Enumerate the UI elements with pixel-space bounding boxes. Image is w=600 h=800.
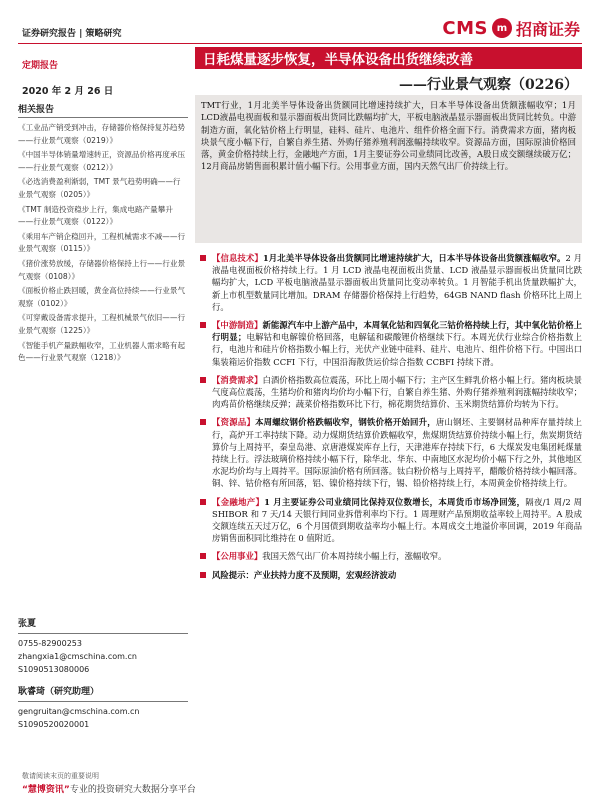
analyst-1-name: 张夏 [18, 618, 188, 634]
bullet-highlight: 本周螺纹钢价格跌幅收窄，钢铁价格开始回升， [255, 417, 436, 428]
bullet-square-icon [200, 553, 206, 559]
footer-brand-name: “慧博资讯” [22, 785, 70, 795]
bullet-item [200, 496, 582, 545]
related-report-item[interactable]: 《面板价格止跌回暖，黄金高位持续——行业景气观察（0102）》 [18, 286, 186, 308]
bullet-highlight: 新能源汽车中上游产品中，本周氧化钴和四氧化三钴价格持续上行，其中氧化钴价格上行明显； [212, 320, 583, 343]
bullet-highlight: 风险提示：产业扶持力度不及预期，宏观经济波动 [212, 569, 397, 580]
bullet-item [200, 252, 582, 313]
bullet-square-icon [200, 322, 206, 328]
bullet-tag: 【消费需求】 [212, 374, 263, 385]
related-heading: 相关报告 [18, 102, 188, 118]
logo-seal-icon: m [492, 18, 512, 38]
footer-brand-text: 专业的投资研究大数据分享平台 [69, 785, 196, 795]
bullet-item [200, 550, 582, 562]
analyst-1-id: S1090513080006 [18, 665, 90, 674]
bullet-tag: 【金融地产】 [212, 496, 265, 507]
bullet-square-icon [200, 572, 206, 578]
bullet-highlight: 1 月主要证券公司业绩同比保持双位数增长，本周货币市场净回笼， [264, 496, 526, 507]
related-report-item[interactable]: 《TMT 制造投资稳步上行，集成电路产量攀升——行业景气观察（0122）》 [18, 204, 173, 227]
analyst-2-name: 耿睿琦（研究助理） [18, 686, 188, 702]
related-report-item[interactable]: 《必选消费盈利渐弱，TMT 景气趋势明确——行业景气观察（0205）》 [18, 177, 181, 199]
header-rule [18, 43, 582, 44]
summary-box: TMT行业，1月北美半导体设备出货额同比增速持续扩大，日本半导体设备出货额涨幅收窄；1月LCD液晶电视面板和显示器面板出货同比跌幅均扩大，平板电脑液晶显示器面板出货同比转负。中游制造方面，氧化钴价格上行明显，硅料、硅片、电池片、组件价格全面下行。消费需求方面，猪肉板块景气度小幅下行，自繁自养生猪、外购仔猪养殖利润涨幅持续收窄。资源品方面，国际原油价格回落，黄金价格持续上行，金融地产方面，1月主要证券公司业绩同比改善，A股日成交额继续破万亿；12月商品房销售面积累计值小幅下行。公用事业方面，国内天然气出厂价持续上行。 [195, 95, 582, 243]
bullet-tag: 【资源品】 [212, 417, 256, 428]
bullet-text: 2 月液晶电视面板价格持续上行。1 月 LCD 液晶电视面板出货量、LCD 液晶显示器面板出货量同比跌幅均扩大，LCD 平板电脑液晶显示器面板出货量同比变动率转负。1 月智能手机出货量跌幅扩大，新上市机型数量同比增加。DRAM 存储器价格保持上行趋势，64GB NAND flash 价格环比上周上行。 [212, 253, 582, 312]
footer-note: 敬请阅读末页的重要说明 [22, 772, 99, 780]
report-kind: 定期报告 [22, 61, 59, 71]
bullet-list [200, 252, 582, 587]
bullet-text: 隔夜/1 周/2 周 SHIBOR 和 7 天/14 天银行间同业拆借利率均下行。1 周理财产品预期收益率较上周持平。A 股成交额连续五天过万亿，6 个月国债到期收益率均小幅上行。本周成交土地溢价率回调，2019 年商品房销售面积同比维持在 0 值附近。 [212, 496, 583, 544]
header-breadcrumb: 证券研究报告 | 策略研究 [22, 29, 122, 39]
report-date: 2020 年 2 月 26 日 [22, 86, 114, 97]
bullet-square-icon [200, 255, 206, 261]
bullet-highlight: 1月北美半导体设备出货额同比增速持续扩大，日本半导体设备出货额涨幅收窄。 [262, 253, 566, 263]
bullet-tag: 【公用事业】 [212, 551, 263, 562]
bullet-text: 电解钴和电解镍价格回落，电解锰和碳酸锂价格继续下行。本周光伏行业综合价格指数上行，电池片和硅片价格指数小幅上行，光伏产业链中硅料、硅片、电池片、组件价格下行。中国出口集装箱运价指数 CCFI 下行，中国沿海散货运价综合指数 CCBFI 持续下滑。 [212, 332, 583, 367]
cms-logo [442, 14, 580, 42]
analyst-1-phone: 0755-82900253 [18, 639, 82, 648]
bullet-square-icon [200, 419, 206, 425]
footer-brand [22, 782, 196, 795]
bullet-item [200, 319, 582, 368]
bullet-tag: 【中游制造】 [212, 320, 263, 331]
bullet-tag: 【信息技术】 [212, 253, 263, 263]
bullet-item [200, 569, 582, 581]
report-title: 日耗煤量逐步恢复，半导体设备出货继续改善 [195, 47, 582, 69]
related-report-item[interactable]: 《猪价涨势放缓，存储器价格保持上行——行业景气观察（0108）》 [18, 258, 186, 281]
related-list [18, 122, 188, 365]
related-report-item[interactable]: 《中国半导体销量增速转正，资源品价格再度承压——行业景气观察（0212）》 [18, 150, 186, 172]
bullet-item [200, 374, 582, 411]
related-report-item[interactable]: 《智能手机产量跌幅收窄，工业机器人需求略有起色——行业景气观察（1218）》 [18, 340, 186, 363]
bullet-text: 白酒价格指数高位震荡，环比上周小幅下行；主产区生鲜乳价格小幅上行。猪肉板块景气度高位震荡，生猪均价和猪肉均价均小幅下行，自繁自养生猪、外购仔猪养殖利润涨幅持续收窄；肉鸡苗价格继续反弹；蔬菜价格指数环比下行，棉花期货结算价、玉米期货结算价均转为下行。 [212, 374, 583, 410]
analyst-1-email[interactable]: zhangxia1@cmschina.com.cn [18, 652, 137, 661]
related-report-item[interactable]: 《可穿戴设备需求提升，工程机械景气依旧——行业景气观察（1225）》 [18, 313, 186, 335]
analyst-2-email[interactable]: gengruitan@cmschina.com.cn [18, 707, 140, 716]
bullet-square-icon [200, 499, 206, 505]
bullet-square-icon [200, 377, 206, 383]
bullet-item [200, 416, 582, 489]
analyst-block [18, 618, 188, 731]
logo-chinese: 招商证券 [515, 19, 580, 39]
bullet-text: 我国天然气出厂价本周持续小幅上行，涨幅收窄。 [262, 551, 447, 562]
related-reports [18, 102, 188, 367]
related-report-item[interactable]: 《乘用车产销企稳回升，工程机械需求不减——行业景气观察（0115）》 [18, 231, 186, 254]
analyst-2-id: S1090520020001 [18, 720, 90, 729]
logo-latin: CMS [442, 17, 488, 39]
bullet-text: 唐山钢坯、主要钢材品种库存量持续上行，高炉开工率持续下降。动力煤期货结算价跌幅收窄，焦煤期货结算价持续小幅上行，焦炭期货结算价与上周持平，秦皇岛港、京唐港煤炭库存上行，天津港库存持续下行，6 大煤炭发电集团耗煤量持续上行。浮法玻璃价格持续小幅下行，除华北、华东、中南地区水泥均价小幅下行之外，其他地区水泥均价均与上周持平。国际原油价格有所回落。钛白粉价格与上周持平，醋酸价格持续小幅回落。铜、锌、钴价格有所回落，铝、镍价格持续下行，锡、铅价格持续上行，本周黄金价格持续上行。 [212, 417, 583, 489]
related-report-item[interactable]: 《工业品产销受到冲击，存储器价格保持复苏趋势——行业景气观察（0219）》 [18, 123, 186, 145]
report-subtitle: ——行业景气观察（0226） [399, 77, 578, 93]
